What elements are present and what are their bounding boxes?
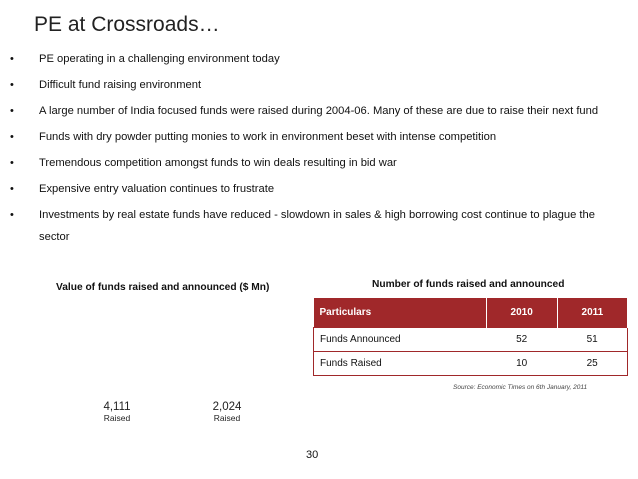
- bullet-marker: •: [10, 183, 14, 195]
- table-header-row: [314, 298, 628, 328]
- bullet-item: [10, 178, 610, 200]
- page-number: 30: [306, 449, 319, 461]
- bullet-item: [10, 152, 610, 174]
- table-cell: Funds Raised: [314, 352, 487, 376]
- source-note: Source: Economic Times on 6th January, 2011: [453, 384, 588, 391]
- bullet-item: [10, 126, 610, 148]
- header-2011: 2011: [557, 298, 627, 328]
- header-particulars: Particulars: [314, 298, 487, 328]
- bullet-marker: •: [10, 79, 14, 91]
- funds-value-stat: [92, 401, 142, 423]
- header-2010: 2010: [486, 298, 557, 328]
- table-cell: 51: [557, 328, 627, 352]
- bullet-marker: •: [10, 131, 14, 143]
- table-cell: 10: [486, 352, 557, 376]
- table-cell: Funds Announced: [314, 328, 487, 352]
- bullet-text: PE operating in a challenging environment today: [39, 53, 280, 65]
- bullet-marker: •: [10, 105, 14, 117]
- bullet-marker: •: [10, 157, 14, 169]
- bullet-text: Expensive entry valuation continues to frustrate: [39, 183, 275, 195]
- bullet-item: [10, 74, 610, 96]
- table-title: Number of funds raised and announced: [372, 279, 565, 290]
- table-row: [314, 328, 628, 352]
- bullet-marker: •: [10, 209, 14, 221]
- bullet-text: Tremendous competition amongst funds to win deals resulting in bid war: [39, 157, 397, 169]
- funds-value-label: Raised: [213, 413, 241, 423]
- chart-title: Value of funds raised and announced ($ Mn): [56, 282, 270, 293]
- table-row: [314, 352, 628, 376]
- table-cell: 52: [486, 328, 557, 352]
- bullet-text: Investments by real estate funds have reduced - slowdown in sales & high borrowing cost continue to plague the sector: [39, 209, 595, 243]
- bullet-text: A large number of India focused funds were raised during 2004-06. Many of these are due to raise their next fund: [39, 105, 599, 117]
- funds-value-stat: [202, 401, 252, 423]
- bullet-list: [10, 48, 610, 252]
- bullet-text: Difficult fund raising environment: [39, 79, 202, 91]
- table-cell: 25: [557, 352, 627, 376]
- funds-value: 4,111: [103, 401, 131, 413]
- slide-title: PE at Crossroads…: [34, 13, 220, 36]
- funds-table: [313, 298, 628, 376]
- bullet-item: [10, 204, 610, 248]
- bullet-text: Funds with dry powder putting monies to work in environment beset with intense competition: [39, 131, 497, 143]
- bullet-marker: •: [10, 53, 14, 65]
- bullet-item: [10, 100, 610, 122]
- bullet-item: [10, 48, 610, 70]
- funds-value: 2,024: [212, 401, 242, 413]
- funds-value-label: Raised: [103, 413, 131, 423]
